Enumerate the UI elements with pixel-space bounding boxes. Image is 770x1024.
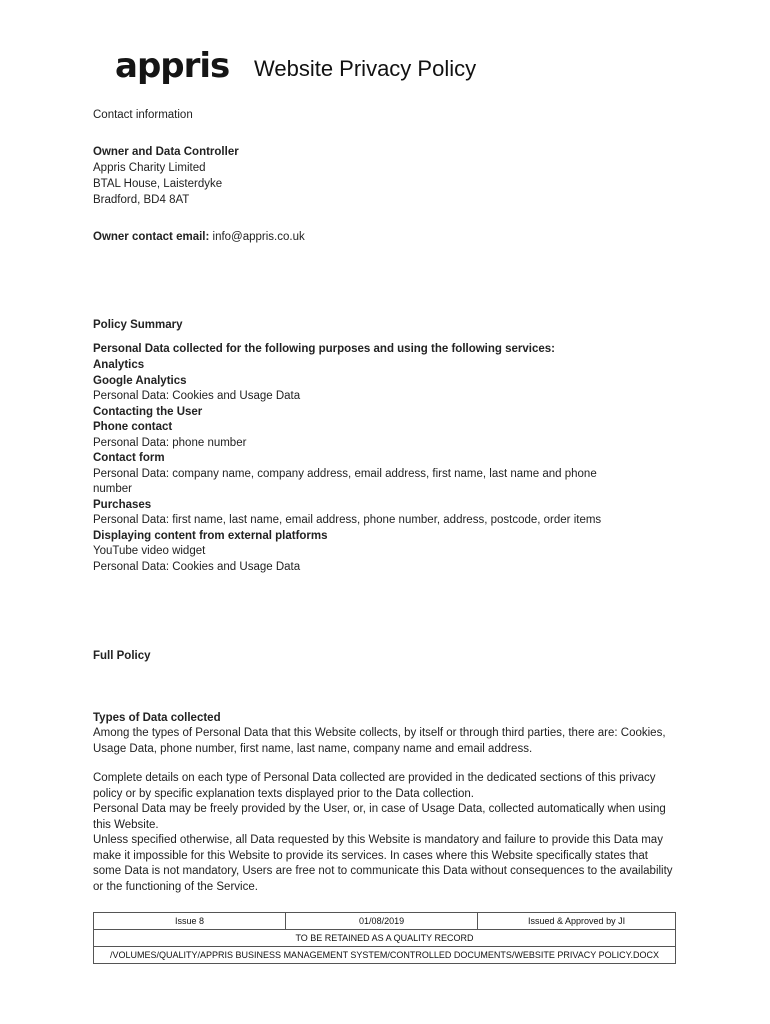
paragraph-mandatory: Unless specified otherwise, all Data requested by this Website is mandatory and failure to provide this Data may make it impossible for this Website to provide its services. In cases where this Website specifically states that some Data is not mandatory, Users are free not to communicate this Data without consequences to the availability or the functioning of the Service. bbox=[93, 834, 673, 893]
summary-line: Personal Data: phone number bbox=[93, 436, 247, 449]
owner-label: Owner and Data Controller bbox=[93, 146, 239, 158]
paragraph-freely-provided: Personal Data may be freely provided by the User, or, in case of Usage Data, collected automatically when using this Website. bbox=[93, 803, 666, 831]
page-title: Website Privacy Policy bbox=[254, 56, 477, 81]
appris-logo: appris bbox=[115, 46, 230, 86]
summary-line: Personal Data: Cookies and Usage Data bbox=[93, 390, 301, 402]
email-label: Owner contact email: bbox=[93, 231, 210, 243]
full-policy-heading: Full Policy bbox=[93, 650, 151, 662]
paragraph-types: Among the types of Personal Data that this Website collects, by itself or through third parties, there are: Cookies, Usage Data, phone number, first name, last name, company name and email address. bbox=[93, 727, 666, 755]
approved-cell: Issued & Approved by JI bbox=[478, 913, 676, 930]
summary-line: Google Analytics bbox=[93, 374, 187, 387]
types-heading: Types of Data collected bbox=[93, 712, 221, 724]
summary-heading: Policy Summary bbox=[93, 319, 183, 331]
email-link[interactable]: info@appris.co.uk bbox=[212, 231, 305, 243]
summary-line: Displaying content from external platforms bbox=[93, 529, 328, 542]
owner-email-line bbox=[93, 230, 305, 246]
summary-line: Purchases bbox=[93, 498, 152, 511]
summary-list bbox=[93, 358, 601, 575]
address-line-1: Appris Charity Limited bbox=[93, 162, 206, 174]
summary-line: Contact form bbox=[93, 452, 165, 464]
summary-line: Personal Data: company name, company address, email address, first name, last name and phone bbox=[93, 467, 597, 480]
document-control-table bbox=[93, 912, 676, 964]
summary-line: number bbox=[93, 483, 132, 495]
summary-intro: Personal Data collected for the following purposes and using the following services: bbox=[93, 343, 555, 355]
date-cell: 01/08/2019 bbox=[286, 913, 478, 930]
summary-line: Personal Data: Cookies and Usage Data bbox=[93, 560, 301, 573]
summary-line: Phone contact bbox=[93, 421, 173, 433]
contact-heading: Contact information bbox=[93, 109, 193, 121]
summary-line: Personal Data: first name, last name, email address, phone number, address, postcode, order items bbox=[93, 514, 602, 526]
retain-cell: TO BE RETAINED AS A QUALITY RECORD bbox=[94, 930, 676, 947]
summary-line: Analytics bbox=[93, 359, 145, 371]
issue-cell: Issue 8 bbox=[94, 913, 286, 930]
paragraph-details: Complete details on each type of Personal Data collected are provided in the dedicated sections of this privacy policy or by specific explanation texts displayed prior to the Data collection. bbox=[93, 772, 656, 800]
path-cell: /VOLUMES/QUALITY/APPRIS BUSINESS MANAGEMENT SYSTEM/CONTROLLED DOCUMENTS/WEBSITE PRIVACY POLICY.DOCX bbox=[94, 947, 676, 964]
address-line-2: BTAL House, Laisterdyke bbox=[93, 178, 223, 190]
summary-line: YouTube video widget bbox=[93, 545, 206, 557]
address-line-3: Bradford, BD4 8AT bbox=[93, 194, 190, 206]
summary-line: Contacting the User bbox=[93, 405, 203, 418]
full-policy-body bbox=[93, 726, 678, 895]
